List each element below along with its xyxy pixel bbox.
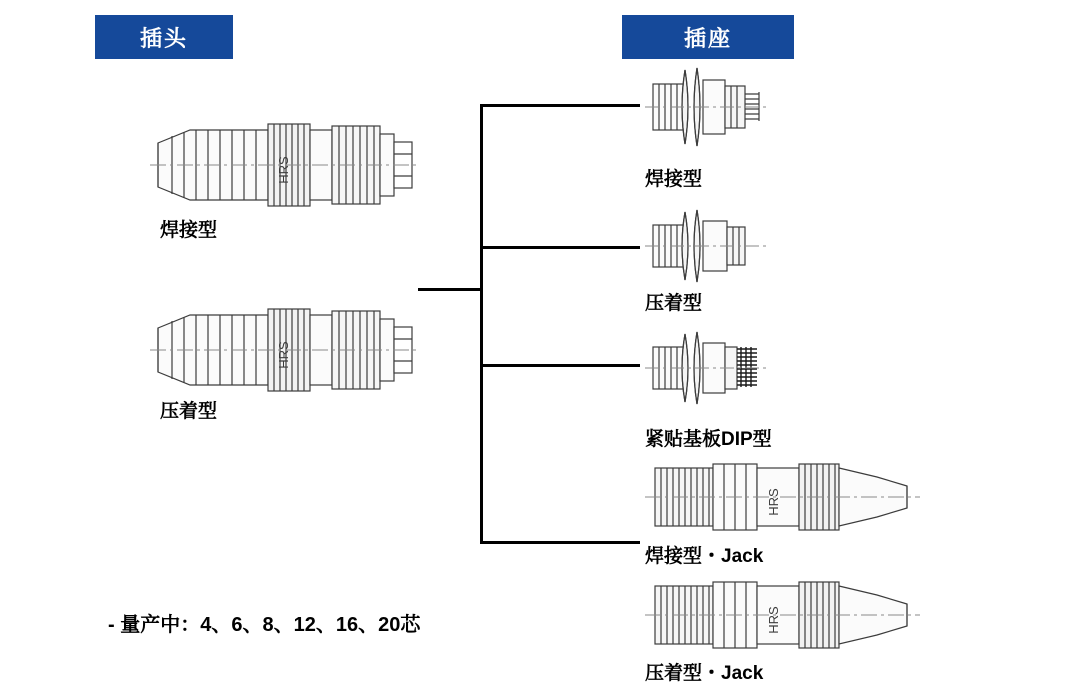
- caption-socket-dip: 紧贴基板DIP型: [645, 429, 772, 450]
- caption-socket-crimp-jack: 压着型・Jack: [645, 663, 764, 684]
- header-plug: [95, 15, 233, 59]
- plug-solder-body-mark: HRS: [276, 156, 291, 184]
- caption-plug-crimp: 压着型: [160, 401, 218, 422]
- plug-crimp-body-mark: HRS: [276, 341, 291, 369]
- tree-spine-vertical: [480, 104, 483, 544]
- tree-branch-2: [480, 246, 640, 249]
- socket-solder-jack-body-mark: HRS: [766, 488, 781, 516]
- production-note: - 量产中：4、6、8、12、16、20芯: [108, 614, 421, 636]
- socket-dip-drawing: [645, 325, 770, 410]
- caption-socket-crimp: 压着型: [645, 293, 703, 314]
- socket-crimp-jack-body-mark: HRS: [766, 606, 781, 634]
- tree-branch-3: [480, 364, 640, 367]
- tree-trunk-horizontal: [418, 288, 482, 291]
- caption-socket-solder: 焊接型: [645, 169, 703, 190]
- caption-socket-solder-jack: 焊接型・Jack: [645, 546, 764, 567]
- socket-solder-jack-drawing: [645, 452, 920, 542]
- socket-solder-drawing: [645, 62, 770, 152]
- tree-branch-1: [480, 104, 640, 107]
- header-socket-label: 插座: [683, 25, 732, 51]
- plug-solder-drawing: [150, 110, 420, 220]
- caption-plug-solder: 焊接型: [160, 220, 218, 241]
- plug-crimp-drawing: [150, 295, 420, 405]
- header-plug-label: 插头: [139, 25, 188, 51]
- tree-branch-4: [480, 541, 640, 544]
- header-socket: [622, 15, 794, 59]
- socket-crimp-jack-drawing: [645, 570, 920, 660]
- socket-crimp-drawing: [645, 205, 770, 285]
